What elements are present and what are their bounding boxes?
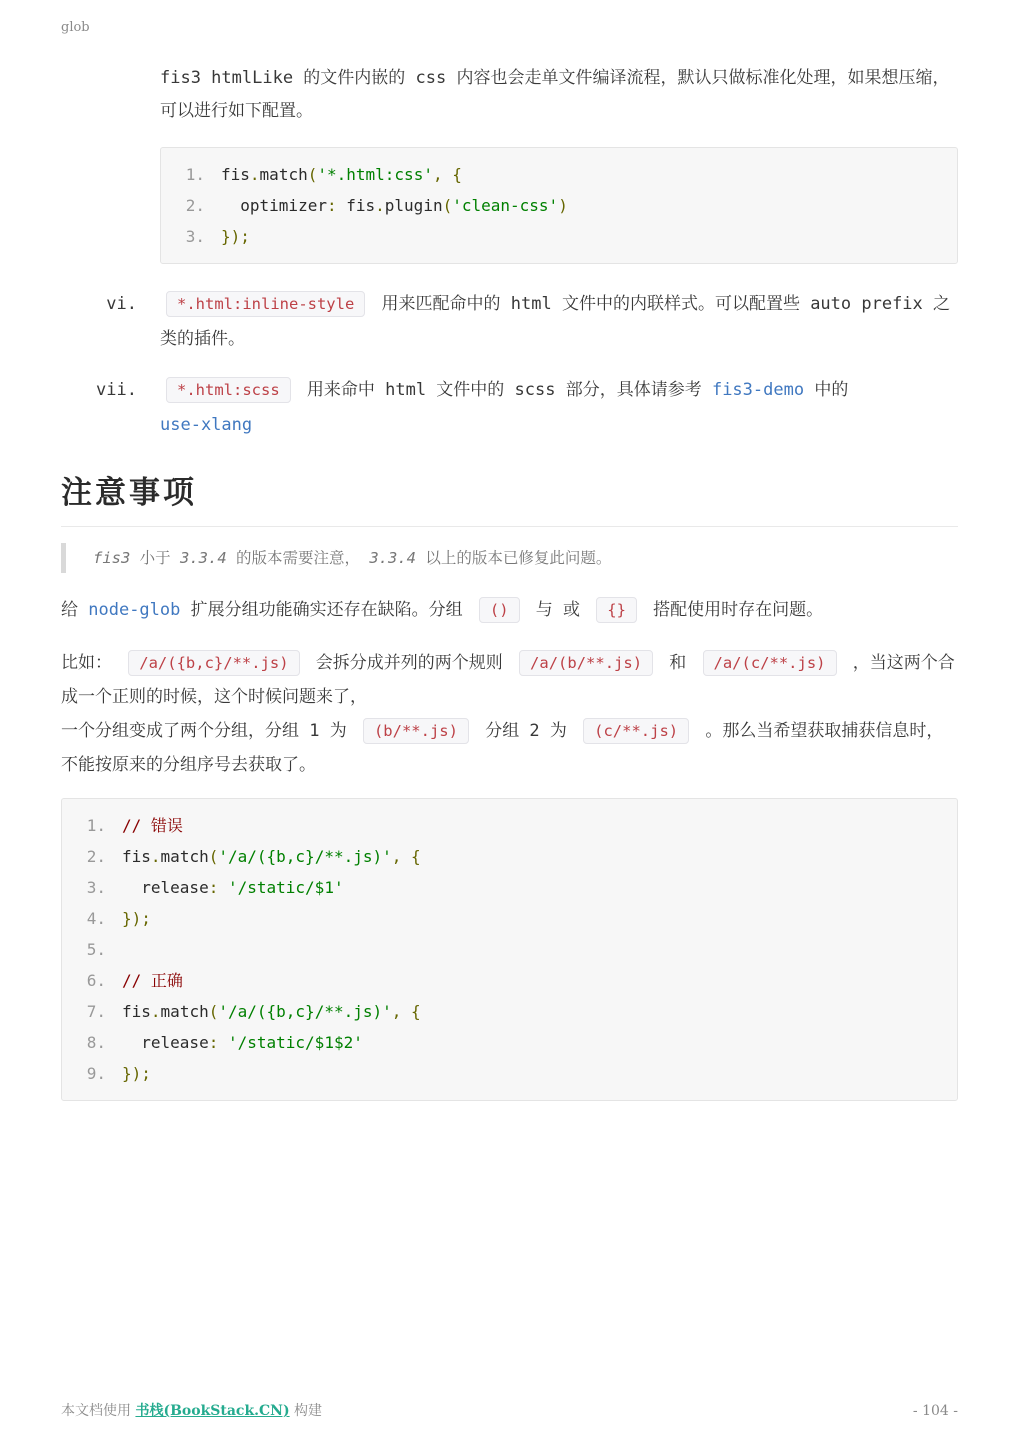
code-text: optimizer: fis.plugin('clean-css') [221,196,568,215]
section-heading: 注意事项 [61,473,958,527]
text-run: 用来匹配命中的 html 文件中的内联样式。可以配置些 auto prefix 之类的插件。 [160,294,951,349]
inline-code: /a/(c/**.js) [703,650,837,676]
text-run: 比如： [61,653,123,673]
text-run: 与 或 [525,600,591,620]
text-run: 和 [659,653,697,673]
footer-build-text [61,1400,322,1420]
text-run: 。那么当希望获取捕获信息时，不能按原来的分组序号去获取了。 [61,721,944,775]
paragraph-intro [160,62,958,128]
list-item-text [160,380,848,435]
inline-code: /a/({b,c}/**.js) [128,650,299,676]
code-line [76,872,941,903]
emphasized-code-text: fis3 [93,549,131,567]
text-run: 的版本需要注意， [226,549,370,567]
line-number: 1. [86,816,106,835]
inline-code: *.html:inline-style [166,291,365,317]
list-marker: vii. [96,380,137,400]
line-number: 4. [86,909,106,928]
line-number: 1. [185,165,205,184]
text-run: 一个分组变成了两个分组，分组 1 为 [61,721,357,741]
page-header-label: glob [61,20,90,35]
text-run: 中的 [804,380,849,400]
line-number: 6. [86,971,106,990]
line-number: 3. [86,878,106,897]
text-run: 扩展分组功能确实还存在缺陷。分组 [180,600,473,620]
code-line [175,159,941,190]
code-text: }); [221,227,250,246]
code-block-match [61,798,958,1101]
inline-code: *.html:scss [166,377,291,403]
line-number: 9. [86,1064,106,1083]
text-run: 小于 [130,549,180,567]
code-line [76,841,941,872]
code-line [76,903,941,934]
text-link[interactable]: node-glob [88,600,181,620]
text-run: 用来命中 html 文件中的 scss 部分，具体请参考 [296,380,712,400]
line-number: 7. [86,1002,106,1021]
line-number: 8. [86,1033,106,1052]
note-blockquote [61,543,958,573]
code-text: release: '/static/$1$2' [122,1033,363,1052]
code-text: fis.match('/a/({b,c}/**.js)', { [122,847,421,866]
footer-suffix: 构建 [289,1403,323,1419]
text-run: ，当这两个合成一个正则的时候，这个时候问题来了， [61,653,955,707]
list-item-text [160,294,950,349]
footer [61,1400,958,1420]
line-number: 2. [86,847,106,866]
text-run: 以上的版本已修复此问题。 [416,549,612,567]
emphasized-code-text: 3.3.4 [369,549,417,567]
text-run: 搭配使用时存在问题。 [642,600,824,620]
code-text: // 错误 [122,816,183,835]
paragraph-example [61,646,958,782]
code-text: }); [122,909,151,928]
list-marker: vi. [106,294,137,314]
line-number: 5. [86,940,106,959]
inline-code: (c/**.js) [583,718,689,744]
bookstack-brand-link[interactable]: 书栈(BookStack.CN) [135,1403,290,1419]
code-line [76,996,941,1027]
text-link[interactable]: fis3-demo [711,380,805,400]
inline-code: (b/**.js) [363,718,469,744]
code-line [175,221,941,252]
code-line [76,1027,941,1058]
line-number: 3. [185,227,205,246]
page-number: - 104 - [912,1403,958,1419]
text-run: 会拆分成并列的两个规则 [305,653,514,673]
list-item-vii [96,373,958,443]
code-line [76,965,941,996]
paragraph-node-glob [61,593,958,627]
line-number: 2. [185,196,205,215]
code-line [76,934,941,965]
code-text: fis.match('/a/({b,c}/**.js)', { [122,1002,421,1021]
footer-prefix: 本文档使用 [61,1403,136,1419]
inline-code: {} [596,597,637,623]
code-line [175,190,941,221]
code-text: }); [122,1064,151,1083]
emphasized-code-text: 3.3.4 [180,549,227,567]
code-text: fis.match('*.html:css', { [221,165,462,184]
inline-code: () [479,597,520,623]
code-text: // 正确 [122,971,183,990]
code-text: release: '/static/$1' [122,878,344,897]
code-line [76,810,941,841]
text-link[interactable]: use-xlang [160,415,253,435]
code-line [76,1058,941,1089]
inline-code: /a/(b/**.js) [519,650,653,676]
text-run: 给 [61,600,89,620]
text-run: fis3 htmlLike 的文件内嵌的 css 内容也会走单文件编译流程，默认只做标准化处理，如果想压缩，可以进行如下配置。 [160,68,950,121]
code-block-css [160,147,958,264]
list-item-vi [106,287,958,357]
text-run: 分组 2 为 [474,721,578,741]
